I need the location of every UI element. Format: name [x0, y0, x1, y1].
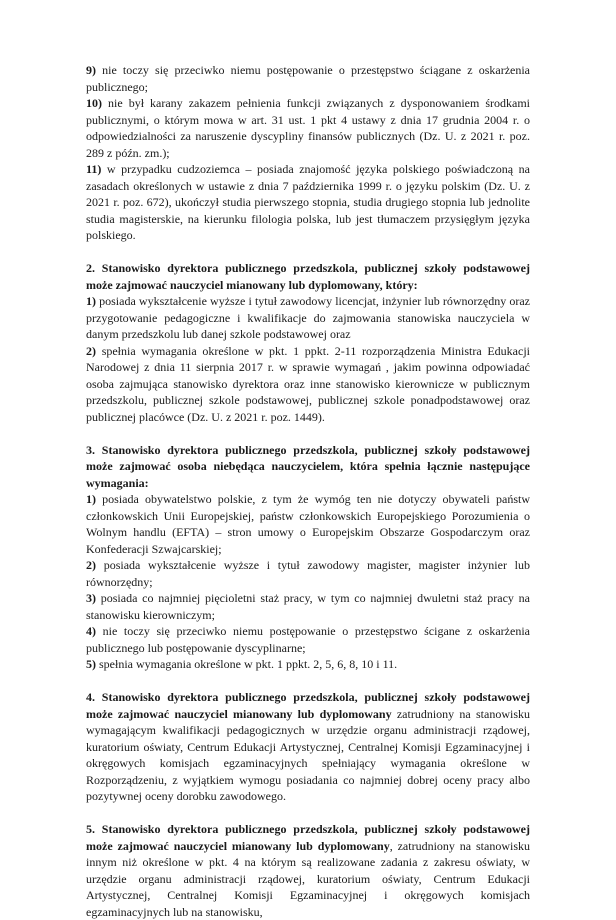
- list-item: [86, 491, 530, 557]
- list-item: [86, 656, 530, 673]
- item-number: 10): [86, 96, 102, 110]
- item-number: 2): [86, 558, 96, 572]
- list-item: [86, 590, 530, 623]
- item-text: posiada obywatelstwo polskie, z tym że wymóg ten nie dotyczy obywateli państw członkowskich Unii Europejskiej, państw członkowskich Europejskiego Porozumienia o Wolnym handlu (EFTA) – stron umowy o Europejskim Obszarze Gospodarczym oraz Konfederacji Szwajcarskiej;: [86, 492, 530, 556]
- item-text: nie toczy się przeciwko niemu postępowanie o przestępstwo ścigane z oskarżenia publicznego lub postępowanie dyscyplinarne;: [86, 624, 530, 655]
- section-4-paragraph: [86, 689, 530, 805]
- item-number: 9): [86, 63, 96, 77]
- list-item: [86, 623, 530, 656]
- list-item: [86, 161, 530, 244]
- item-text: w przypadku cudzoziemca – posiada znajomość języka polskiego poświadczoną na zasadach określonych w ustawie z dnia 7 października 1999 r. o języku polskim (Dz. U. z 2021 r. poz. 672), ukończył studia pierwszego stopnia, studia drugiego stopnia lub jednolite studia magisterskie, na kierunku filologia polska, lub jest tłumaczem przysięgłym języka polskiego.: [86, 162, 530, 242]
- list-item: [86, 62, 530, 95]
- item-text: nie toczy się przeciwko niemu postępowanie o przestępstwo ściągane z oskarżenia publicznego;: [86, 63, 530, 94]
- item-number: 2): [86, 343, 96, 358]
- item-text: spełnia wymagania określone w pkt. 1 ppkt. 2-11 rozporządzenia Ministra Edukacji Narodowej z dnia 11 sierpnia 2017 r. w sprawie wymagań , jakim powinna odpowiadać osoba zajmująca stanowisko dyrektora oraz inne stanowisko kierownicze w publicznym przedszkolu, publicznej szkole podstawowej, publicznej szkole ponadpodstawowej oraz publicznej placówce (Dz. U. z 2021 r. poz. 1449).: [86, 343, 530, 424]
- item-number: 4): [86, 624, 96, 638]
- item-number: 11): [86, 162, 102, 176]
- item-number: 3): [86, 591, 96, 605]
- list-item: [86, 95, 530, 161]
- section-4-lead: 4. Stanowisko dyrektora publicznego przedszkola, publicznej szkoły podstawowej może zajmować nauczyciel mianowany lub dyplomowany: [86, 690, 530, 721]
- item-text: posiada wykształcenie wyższe i tytuł zawodowy licencjat, inżynier lub równorzędny oraz przygotowanie pedagogiczne i kwalifikacje do zajmowania stanowiska nauczyciela w danym przedszkolu lub danej szkole podstawowej oraz: [86, 294, 530, 341]
- section-5-lead: 5. Stanowisko dyrektora publicznego przedszkola, publicznej szkoły podstawowej może zajmować nauczyciel mianowany lub dyplomowany: [86, 822, 530, 853]
- item-text: posiada wykształcenie wyższe i tytuł zawodowy magister, magister inżynier lub równorzędny;: [86, 558, 530, 589]
- item-text: posiada co najmniej pięcioletni staż pracy, w tym co najmniej dwuletni staż pracy na stanowisku kierowniczym;: [86, 591, 530, 622]
- section-4-text: zatrudniony na stanowisku wymagającym kwalifikacji pedagogicznych w urzędzie organu administracji rządowej, kuratorium oświaty, Centrum Edukacji Artystycznej, Centralnej Komisji Egzaminacyjnej i okręgowych komisjach egzaminacyjnych spełniający wymagania określone w Rozporządzeniu, z wyjątkiem wymogu posiadania co najmniej dobrej oceny pracy albo pozytywnej oceny dorobku zawodowego.: [86, 706, 530, 803]
- section-3-heading: 3. Stanowisko dyrektora publicznego przedszkola, publicznej szkoły podstawowej może zajmować osoba niebędąca nauczycielem, która spełnia łącznie następujące wymagania:: [86, 442, 530, 490]
- item-text: spełnia wymagania określone w pkt. 1 ppkt. 2, 5, 6, 8, 10 i 11.: [96, 657, 398, 671]
- section-2-heading: 2. Stanowisko dyrektora publicznego przedszkola, publicznej szkoły podstawowej może zajmować nauczyciel mianowany lub dyplomowany, który:: [86, 261, 530, 292]
- list-item: [86, 293, 530, 343]
- item-number: 5): [86, 657, 96, 671]
- document-body: [86, 62, 530, 920]
- item-number: 1): [86, 294, 96, 308]
- item-number: 1): [86, 492, 96, 506]
- section-5-paragraph: [86, 821, 530, 920]
- item-text: nie był karany zakazem pełnienia funkcji związanych z dysponowaniem środkami publicznymi, o którym mowa w art. 31 ust. 1 pkt 4 ustawy z dnia 17 grudnia 2004 r. o odpowiedzialności za naruszenie dyscypliny finansów publicznych (Dz. U. z 2021 r. poz. 289 z późn. zm.);: [86, 96, 530, 160]
- list-item: [86, 557, 530, 590]
- list-item: [86, 343, 530, 426]
- section-5-text: , zatrudniony na stanowisku innym niż określone w pkt. 4 na którym są realizowane zadania z zakresu oświaty, w urzędzie organu administracji rządowej, kuratorium oświaty, Centrum Edukacji Artystycznej, Centralnej Komisji Egzaminacyjnej i okręgowych komisjach egzaminacyjnych lub na stanowisku,: [86, 838, 530, 919]
